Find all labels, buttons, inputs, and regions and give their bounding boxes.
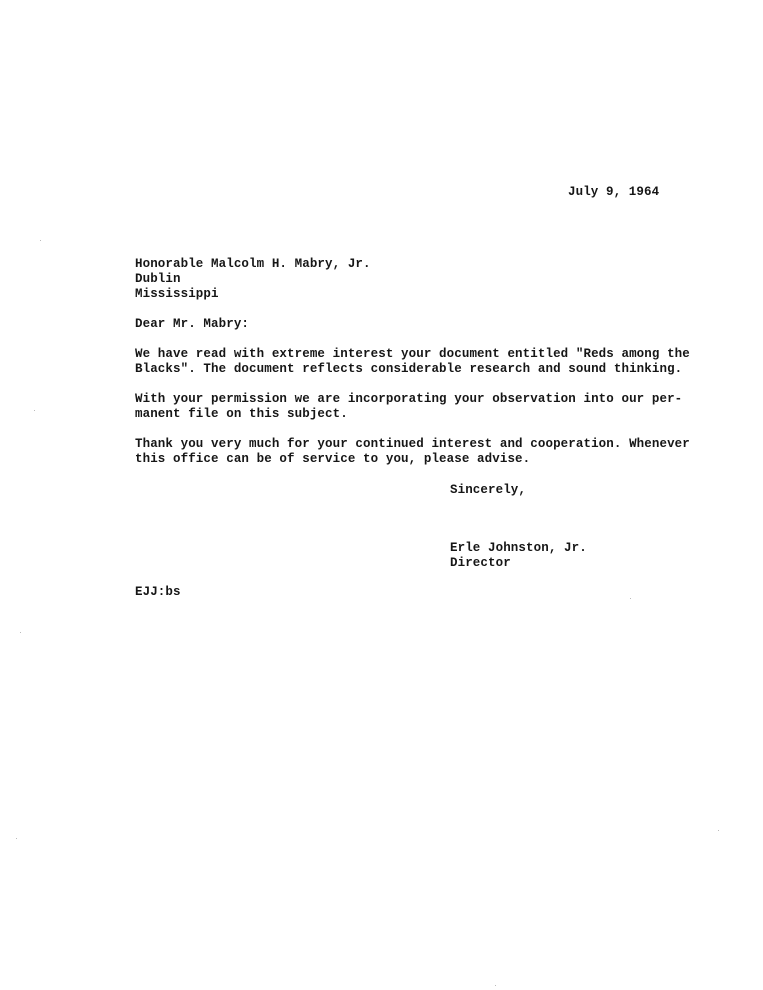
salutation: Dear Mr. Mabry: bbox=[135, 317, 250, 331]
scan-speck bbox=[34, 410, 35, 411]
body-paragraph-1: We have read with extreme interest your document entitled "Reds among the Blacks". The document reflects considerable research and sound thinking. bbox=[135, 347, 690, 376]
scan-speck bbox=[40, 240, 41, 241]
signature-block bbox=[450, 541, 587, 571]
body-paragraph-3: Thank you very much for your continued interest and cooperation. Whenever this office can be of service to you, please advise. bbox=[135, 437, 690, 466]
recipient-address bbox=[135, 257, 371, 302]
scan-speck bbox=[630, 598, 631, 599]
signer-title: Director bbox=[450, 556, 511, 570]
scan-speck bbox=[20, 632, 21, 633]
recipient-state: Mississippi bbox=[135, 287, 219, 301]
letter-date: July 9, 1964 bbox=[568, 185, 660, 199]
typist-initials: EJJ:bs bbox=[135, 585, 181, 599]
signer-name: Erle Johnston, Jr. bbox=[450, 541, 587, 555]
recipient-name: Honorable Malcolm H. Mabry, Jr. bbox=[135, 257, 371, 271]
scan-speck bbox=[718, 830, 719, 831]
scan-speck bbox=[495, 985, 496, 986]
closing: Sincerely, bbox=[450, 483, 527, 497]
body-paragraph-2: With your permission we are incorporating your observation into our per- manent file on this subject. bbox=[135, 392, 683, 421]
recipient-city: Dublin bbox=[135, 272, 181, 286]
scan-speck bbox=[16, 838, 17, 839]
